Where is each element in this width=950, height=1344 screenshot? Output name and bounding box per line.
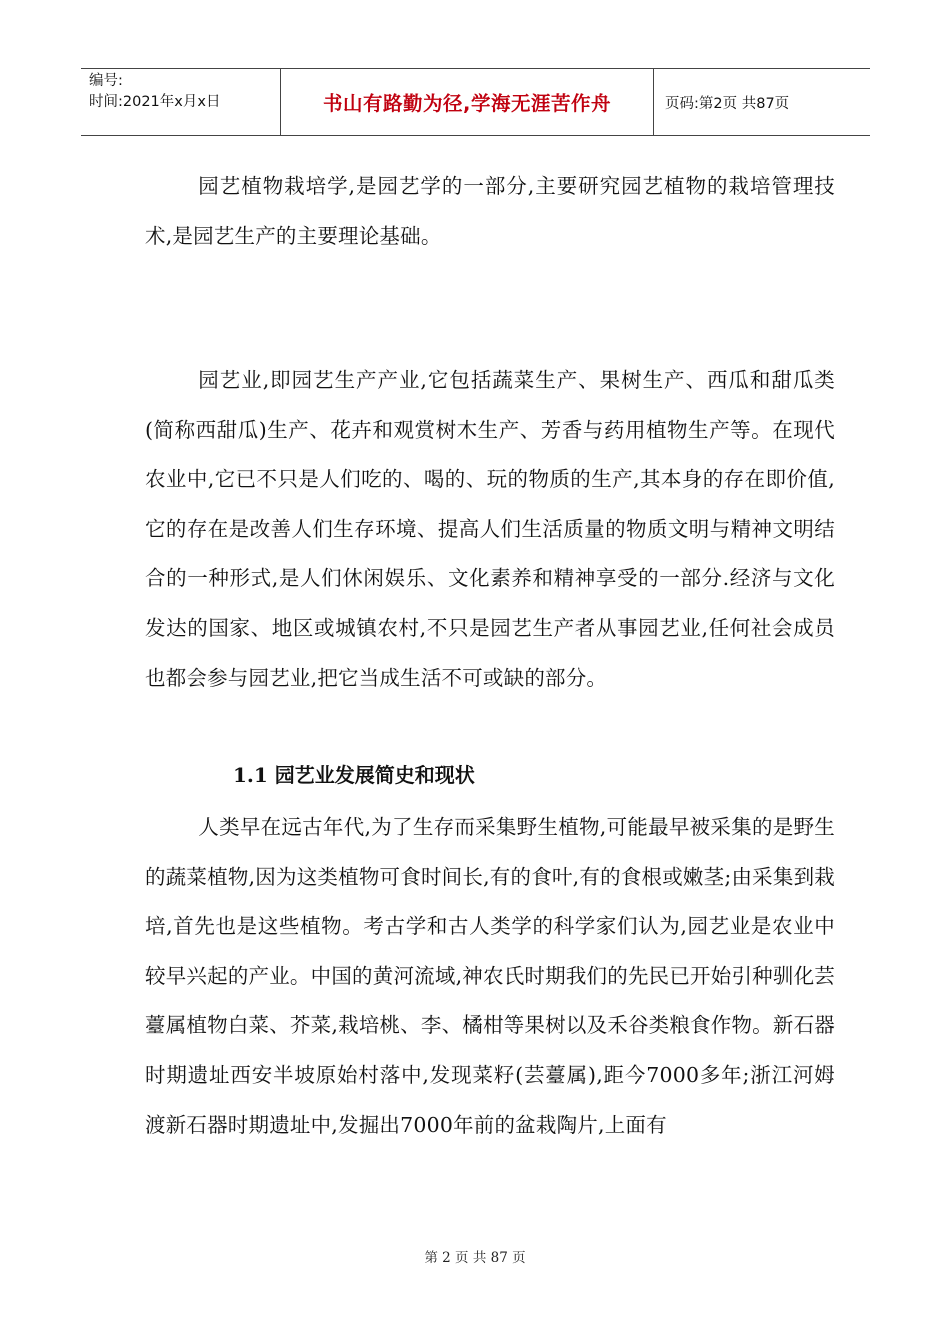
header-motto: 书山有路勤为径,学海无涯苦作舟 (281, 69, 654, 135)
document-number-label: 编号: (89, 73, 123, 89)
document-date-label: 时间:2021年x月x日 (89, 94, 221, 110)
header-meta (81, 69, 281, 135)
page-footer: 第 2 页 共 87 页 (424, 1250, 526, 1266)
body-paragraph-2: 园艺业,即园艺生产产业,它包括蔬菜生产、果树生产、西瓜和甜瓜类(简称西甜瓜)生产、花卉和观赏树木生产、芳香与药用植物生产等。在现代农业中,它已不只是人们吃的、喝的、玩的物质的生产,其本身的存在即价值,它的存在是改善人们生存环境、提高人们生活质量的物质文明与精神文明结合的一种形式,是人们休闲娱乐、文化素养和精神享受的一部分.经济与文化发达的国家、地区或城镇农村,不只是园艺生产者从事园艺业,任何社会成员也都会参与园艺业,把它当成生活不可或缺的部分。 (145, 368, 835, 690)
body-paragraph-3: 人类早在远古年代,为了生存而采集野生植物,可能最早被采集的是野生的蔬菜植物,因为这类植物可食时间长,有的食叶,有的食根或嫩茎;由采集到栽培,首先也是这些植物。考古学和古人类学的科学家们认为,园艺业是农业中较早兴起的产业。中国的黄河流域,神农氏时期我们的先民已开始引种驯化芸薹属植物白菜、芥菜,栽培桃、李、橘柑等果树以及禾谷类粮食作物。新石器时期遗址西安半坡原始村落中,发现菜籽(芸薹属),距今7000多年;浙江河姆渡新石器时期遗址中,发掘出7000年前的盆栽陶片,上面有 (145, 815, 835, 1137)
header-page-number: 页码:第2页 共87页 (665, 95, 790, 112)
body-paragraph-1: 园艺植物栽培学,是园艺学的一部分,主要研究园艺植物的栽培管理技术,是园艺生产的主要理论基础。 (145, 174, 835, 248)
section-heading: 1.1 园艺业发展简史和现状 (233, 763, 475, 787)
page-header (81, 68, 870, 136)
